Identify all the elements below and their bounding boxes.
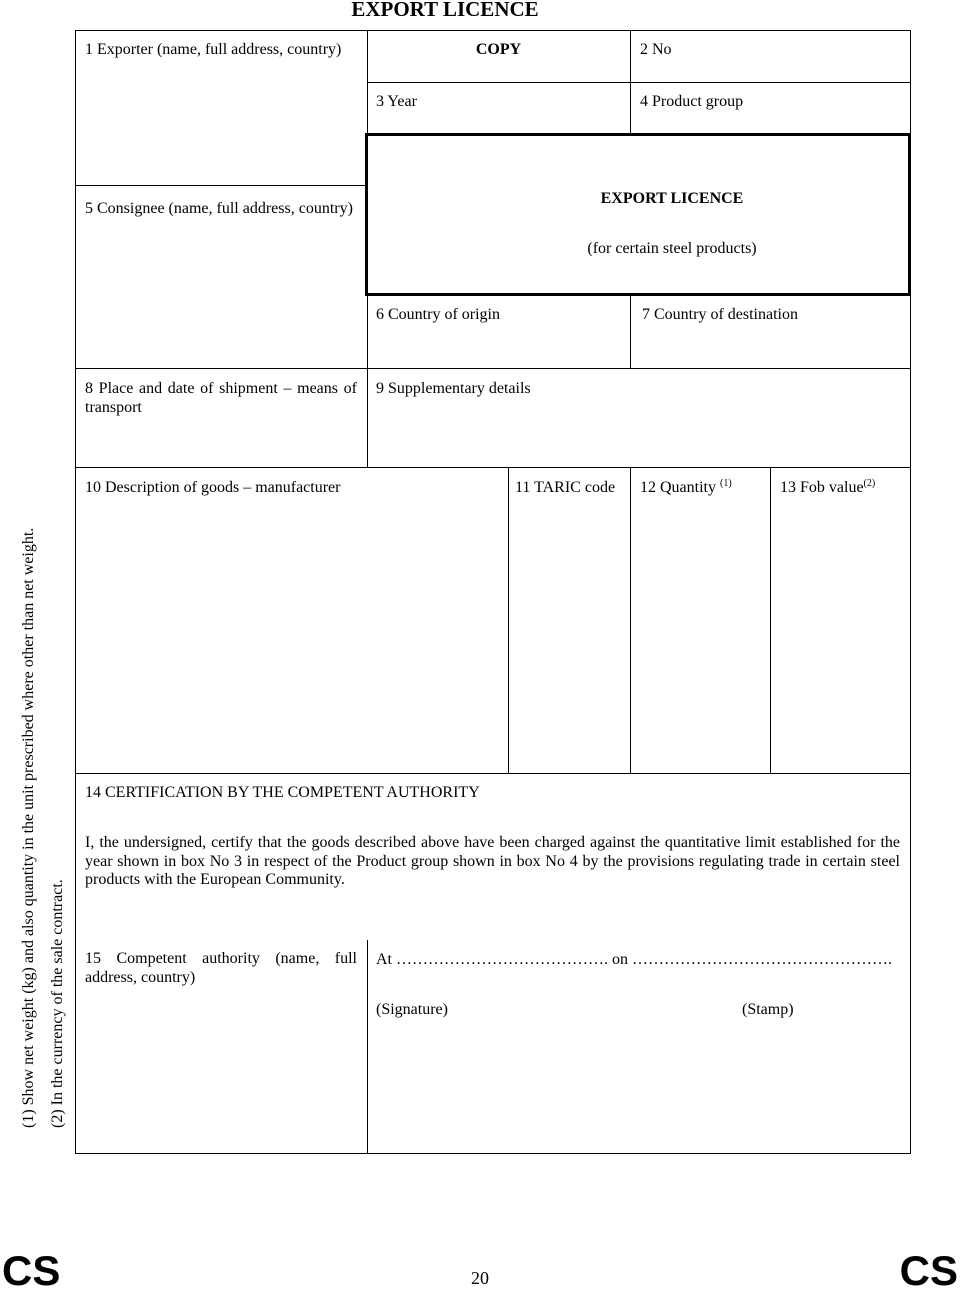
copy-mark: COPY xyxy=(475,41,522,58)
rule-shipment-bottom xyxy=(75,467,910,468)
rule-goods-bottom xyxy=(75,773,910,774)
box-3-year-label: 3 Year xyxy=(376,93,417,110)
box-1-exporter-label: 1 Exporter (name, full address, country) xyxy=(85,41,342,58)
box-8-shipment-label: 8 Place and date of shipment – means of transport xyxy=(85,380,357,416)
document-title: EXPORT LICENCE xyxy=(351,0,539,21)
box-11-taric-label: 11 TARIC code xyxy=(515,479,616,496)
signature-place-date-line: At …………………………………. on …………………………………………. xyxy=(376,951,892,968)
licence-panel-border xyxy=(365,133,911,296)
footer-language-code-right: CS xyxy=(899,1247,958,1294)
rule-goods-col-2 xyxy=(630,467,631,773)
signature-label: (Signature) xyxy=(376,1001,448,1018)
box-9-supplementary-label: 9 Supplementary details xyxy=(376,380,531,397)
rule-goods-col-1 xyxy=(508,467,509,773)
stamp-label: (Stamp) xyxy=(742,1001,794,1018)
box-13-fob-header xyxy=(780,479,875,497)
footnote-ref-1: (1) xyxy=(720,478,732,489)
box-14-certification-statement: I, the undersigned, certify that the goods described above have been charged against the quantitative limit established for the year shown in box No 3 in respect of the Product group shown in box No 4 by the provisions regulating trade in certain steel products with the European Community. xyxy=(85,834,900,888)
footer-language-code-left: CS xyxy=(2,1247,61,1294)
rule-authority-divider xyxy=(367,940,368,1153)
footnote-2: (2) In the currency of the sale contract. xyxy=(49,879,66,1128)
licence-panel-subtitle: (for certain steel products) xyxy=(587,240,757,257)
footnote-ref-2: (2) xyxy=(863,478,876,489)
rule-goods-col-3 xyxy=(770,467,771,773)
licence-panel-title: EXPORT LICENCE xyxy=(600,190,744,207)
rule-origin-destination-divider xyxy=(630,295,631,368)
footnote-1: (1) Show net weight (kg) and also quantity in the unit prescribed where other than net weight. xyxy=(20,527,37,1128)
box-15-competent-authority-label: 15 Competent authority (name, full address, country) xyxy=(85,950,357,986)
box-13-fob-label: 13 Fob value xyxy=(780,479,864,496)
box-14-certification-heading: 14 CERTIFICATION BY THE COMPETENT AUTHORITY xyxy=(85,784,480,801)
box-6-country-of-origin-label: 6 Country of origin xyxy=(376,306,500,323)
box-4-product-group-label: 4 Product group xyxy=(640,93,744,110)
box-12-quantity-label: 12 Quantity xyxy=(640,479,716,496)
box-12-quantity-header xyxy=(640,479,732,497)
rule-copy-no-divider xyxy=(630,30,631,134)
page-number: 20 xyxy=(471,1268,489,1288)
box-7-country-of-destination-label: 7 Country of destination xyxy=(642,306,798,323)
rule-exporter-bottom xyxy=(75,185,367,186)
rule-row-1-bottom xyxy=(367,82,910,83)
box-10-description-label: 10 Description of goods – manufacturer xyxy=(85,479,341,496)
rule-consignee-bottom xyxy=(75,368,910,369)
box-5-consignee-label: 5 Consignee (name, full address, country) xyxy=(85,200,353,217)
box-2-number-label: 2 No xyxy=(640,41,672,58)
